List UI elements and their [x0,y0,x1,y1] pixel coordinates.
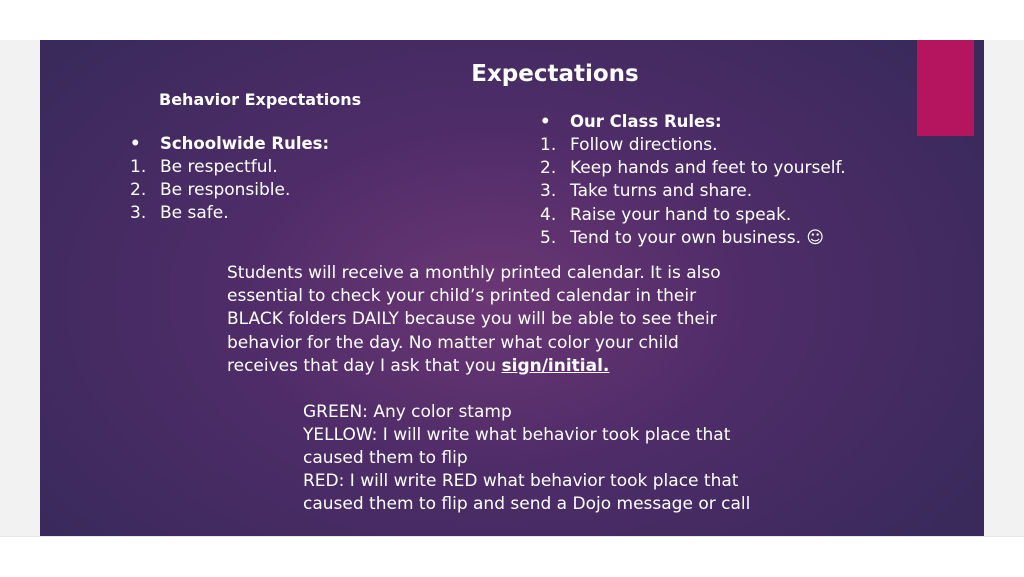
list-item [540,180,846,203]
bullet-icon: • [540,112,551,131]
list-item [540,227,846,250]
class-rules-list [540,134,846,250]
schoolwide-rules-label: Schoolwide Rules: [160,134,330,153]
paragraph-line [227,355,767,378]
item-text: Keep hands and feet to yourself. [570,158,846,179]
sign-initial-emphasis: sign/initial. [501,355,610,376]
item-text: Raise your hand to speak. [570,204,792,225]
slide-title: Expectations [471,61,639,87]
calendar-paragraph [227,262,767,378]
list-item [540,134,846,157]
item-text: Be safe. [160,203,229,224]
schoolwide-rules-heading [130,134,330,153]
paragraph-line: Students will receive a monthly printed calendar. It is also [227,263,721,283]
item-text: Be responsible. [160,180,291,201]
color-key-line: caused them to flip and send a Dojo message or call [303,494,751,514]
item-number: 4. [540,204,557,225]
paragraph-line: BLACK folders DAILY because you will be able to see their [227,309,717,330]
item-number: 1. [540,135,557,155]
list-item [540,204,846,227]
color-key-line: RED: I will write RED what behavior took place that [303,471,739,491]
item-number: 3. [540,181,557,202]
item-number: 3. [130,203,147,224]
item-number: 2. [540,158,557,179]
item-text: Follow directions. [570,135,718,155]
item-number: 1. [130,157,147,177]
item-number: 2. [130,180,147,201]
color-key [303,401,803,516]
bullet-icon: • [130,134,141,153]
window-top-margin [0,0,1024,40]
item-number: 5. [540,227,557,248]
color-key-line: GREEN: Any color stamp [303,402,512,422]
paragraph-last-prefix: receives that day I ask that you [227,355,502,376]
accent-tab [917,40,974,136]
item-text: Take turns and share. [570,181,753,202]
class-rules-label: Our Class Rules: [570,112,722,131]
list-item [130,156,290,179]
item-text: Be respectful. [160,157,278,177]
color-key-line: YELLOW: I will write what behavior took place that [303,425,731,445]
class-rules-heading [540,112,722,131]
slide [40,40,984,536]
item-text: Tend to your own business. ☺ [570,227,825,248]
list-item [540,157,846,180]
list-item [130,202,290,225]
list-item [130,179,291,202]
window-bottom-margin [0,536,1024,577]
schoolwide-rules-list [130,156,291,226]
color-key-line: caused them to flip [303,448,468,468]
paragraph-line: behavior for the day. No matter what color your child [227,332,679,353]
paragraph-line: essential to check your child’s printed calendar in their [227,286,697,307]
behavior-expectations-heading: Behavior Expectations [159,90,362,109]
